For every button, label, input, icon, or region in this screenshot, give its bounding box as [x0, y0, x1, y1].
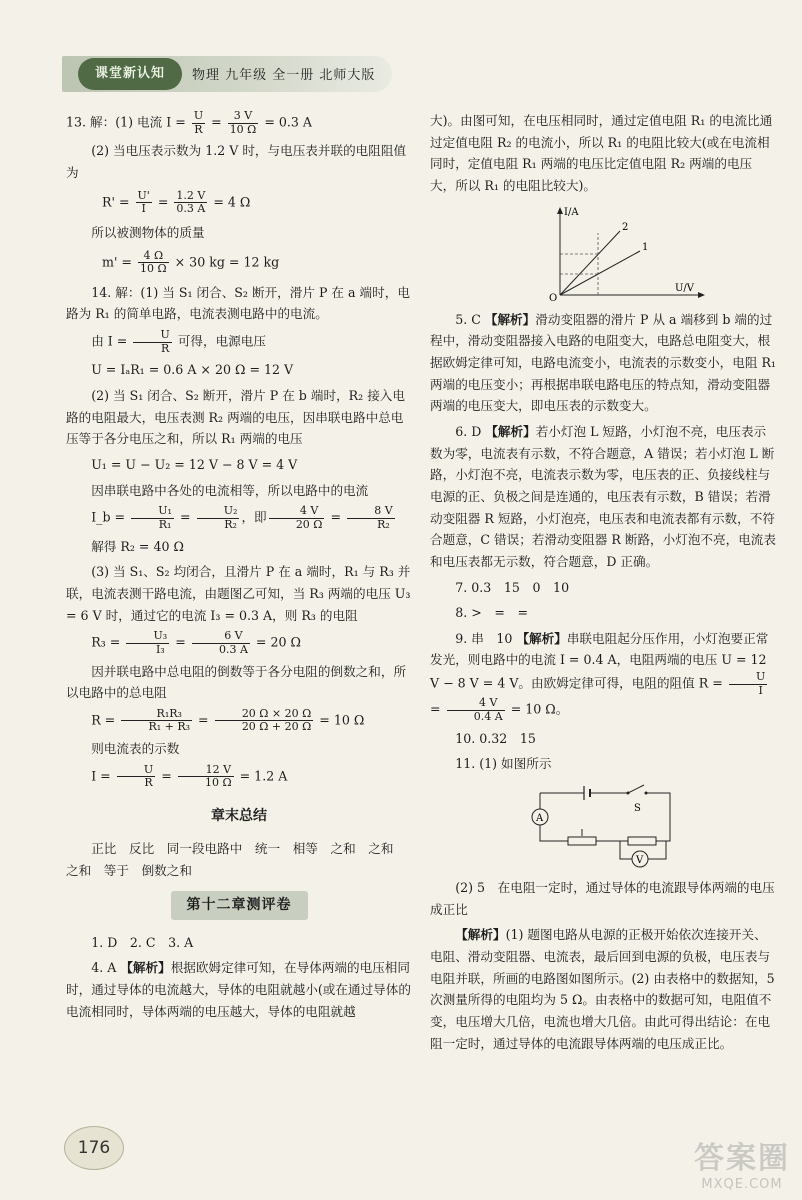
q5-answer: 5. C 【解析】滑动变阻器的滑片 P 从 a 端移到 b 端的过程中，滑动变阻器接入电路的电阻变大，电路总电阻变大，根据欧姆定律可知，电路电流变小，电流表的示数变小，电阻 R₁ 两端的电压变小；再根据串联电路电压的特点知，滑动变阻器两端的电压变大，即电压表的示数变大。 [430, 311, 776, 414]
paragraph: (3) 当 S₁、S₂ 均闭合，且滑片 P 在 a 端时，R₁ 与 R₃ 并联，电流表测干路电流，由题图乙可知，当 R₃ 两端的电压 U₃ = 6 V 时，通过它的电流 I₃ = 0.3 A，则 R₃ 的电阻 [66, 564, 411, 623]
q11-part2: (2) 5 在电阻一定时，通过导体的电流跟导体两端的电压成正比 [430, 880, 775, 917]
q10-answer: 10. 0.32 15 [455, 730, 536, 746]
iu-graph [540, 203, 710, 303]
equation: 解得 R₂ = 40 Ω [91, 538, 184, 554]
line-2-label: 2 [622, 221, 629, 233]
line-1-label: 1 [642, 241, 649, 253]
switch-blade [628, 785, 644, 793]
paragraph: 因串联电路中各处的电流相等，所以电路中的电流 [91, 482, 369, 498]
circuit-diagram [520, 781, 680, 871]
q9-answer: 9. 串 10 【解析】串联电阻起分压作用，小灯泡要正常发光，则电路中的电流 I = 0.4 A，电阻两端的电压 U = 12 V − 8 V = 4 V。由欧姆定律可得，电阻的阻值 R = $\frac{U}{I}$ = $\frac{4 V}{0.4 A}$ = 10 Ω。 [430, 630, 769, 724]
equation: R = $\frac{\text{R₁R₃}}{\text{R₁ + R₃}}$ = $\frac{20 \Omega \times 20 \Omega}{20 \Omega + 20 \Omega}$ = 10 Ω [91, 706, 365, 734]
series-logo: 课堂新认知 [78, 58, 182, 90]
q4-continued: 大)。由图可知，在电压相同时，通过定值电阻 R₁ 的电流比通过定值电阻 R₂ 的电流小，所以 R₁ 的电阻比较大(或在电流相同时，定值电阻 R₁ 两端的电压比定值电阻 R₂ 两端的电压大，所以 R₁ 的电阻比较大)。 [430, 113, 773, 193]
fraction: $\frac{U}{R}$ [193, 109, 204, 136]
paragraph: (2) 当电压表示数为 1.2 V 时，与电压表并联的电阻阻值为 [66, 143, 407, 180]
rheostat [568, 837, 596, 845]
test-banner: 第十二章测评卷 [66, 891, 412, 919]
circuit-wire [620, 841, 632, 859]
equation: 由 I = $\frac{U}{R}$ 可得，电源电压 [91, 328, 266, 355]
paragraph: 因并联电路中总电阻的倒数等于各分电阻的倒数之和，所以电路中的总电阻 [66, 663, 407, 701]
x-arrow [698, 292, 705, 298]
resistor [628, 837, 656, 845]
circuit-wire [646, 793, 670, 841]
y-arrow [557, 207, 563, 214]
paragraph: 所以被测物体的质量 [91, 224, 205, 240]
q11-answer: 11. (1) 如图所示 [455, 756, 552, 772]
equation: R' = $\frac{U'}{I}$ = $\frac{1.2 V}{0.3 A}$ = 4 Ω [102, 188, 251, 216]
book-info: 物理 九年级 全一册 北师大版 [192, 68, 376, 83]
page-number: 176 [64, 1126, 124, 1170]
q8-answer: 8. > = = [455, 605, 529, 621]
voltmeter-label: V [636, 855, 644, 866]
line-1 [560, 251, 640, 295]
watermark-url: MXQE.COM [701, 1177, 783, 1192]
switch-label: S [634, 803, 641, 814]
x-label: U/V [675, 282, 695, 294]
y-label: I/A [564, 206, 579, 218]
switch-contact [627, 792, 630, 795]
section-title: 章末总结 [211, 808, 267, 825]
equation: I = $\frac{U}{R}$ = $\frac{12 V}{10 \Omega}$ = 1.2 A [91, 762, 288, 790]
equation: U₁ = U − U₂ = 12 V − 8 V = 4 V [91, 457, 298, 473]
equation: m' = $\frac{4 \Omega}{10 \Omega}$ × 30 kg = 12 kg [102, 248, 280, 276]
circuit-wire [540, 825, 568, 841]
ammeter-label: A [536, 813, 544, 824]
q11-analysis: 【解析】(1) 题图电路从电源的正极开始依次连接开关、电阻、滑动变阻器、电流表，最后回到电源的负极，电压表与电阻并联，所画的电路图如图所示。(2) 由表格中的数据知，5 次测量所得的电阻均为 5 Ω。由表格中的数据可知，电阻值不变，电压增大几倍，电流也增大几倍。由此可得出结论：在电阻一定时，通过导体的电流跟导体两端的电压成正比。 [430, 927, 775, 1051]
equation: R₃ = $\frac{\text{U₃}}{\text{I₃}}$ = $\frac{6 V}{0.3 A}$ = 20 Ω [91, 629, 301, 656]
fraction: $\frac{3 V}{10 \Omega}$ [229, 109, 257, 136]
q7-answer: 7. 0.3 15 0 10 [455, 579, 570, 595]
paragraph: 则电流表的示数 [91, 741, 180, 757]
test-answers: 1. D 2. C 3. A [91, 934, 194, 950]
q14-solution: 14. 解：(1) 当 S₁ 闭合、S₂ 断开，滑片 P 在 a 端时，电路为 R₁ 的简单电路，电流表测电路中的电流。 [66, 284, 410, 322]
watermark-logo [694, 1133, 790, 1192]
summary-answers: 正比 反比 同一段电路中 统一 相等 之和 之和 之和 等于 倒数之和 [66, 841, 407, 878]
paragraph: (2) 当 S₁ 闭合、S₂ 断开，滑片 P 在 b 端时，R₂ 接入电路的电阻最大，电压表测 R₂ 两端的电压，因串联电路中总电压等于各分电压之和，所以 R₁ 两端的电压 [66, 388, 405, 447]
right-column [430, 110, 776, 1058]
equation: U = IₐR₁ = 0.6 A × 20 Ω = 12 V [91, 362, 294, 378]
test-q4: 4. A 【解析】根据欧姆定律可知，在导体两端的电压相同时，通过导体的电流越大，导体的电阻就越小(或在通过导体的电流相同时，导体两端的电压越大，导体的电阻就越 [66, 960, 411, 1019]
equation: I_b = $\frac{\text{U₁}}{\text{R₁}}$ = $\frac{\text{U₂}}{\text{R₂}}$ ，即 $\frac{4 V}{20 \Omega}$ = $\frac{8 V}{\text{R₂}}$ [91, 504, 393, 531]
origin-label: O [549, 292, 558, 303]
line-2 [560, 231, 620, 295]
circuit-wire [648, 841, 666, 859]
q13-solution: 13. 解：(1) 电流 I = $\frac{U}{R}$ = $\frac{3 V}{10 \Omega}$ = 0.3 A [66, 109, 313, 136]
left-column [66, 110, 412, 1026]
q6-answer: 6. D 【解析】若小灯泡 L 短路，小灯泡不亮，电压表示数为零，电流表有示数，不符合题意，A 错误；若小灯泡 L 断路，小灯泡不亮，电流表示数为零，电压表的正、负接线柱与电源的正、负极之间是连通的，电压表有示数，B 错误；若滑动变阻器 R 短路，小灯泡亮，电压表和电流表都有示数，不符合题意，C 错误；若滑动变阻器 R 断路，小灯泡不亮，电流表和电压表都无示数，符合题意，D 正确。 [430, 423, 776, 569]
watermark-text: 答案圈 [694, 1141, 790, 1176]
